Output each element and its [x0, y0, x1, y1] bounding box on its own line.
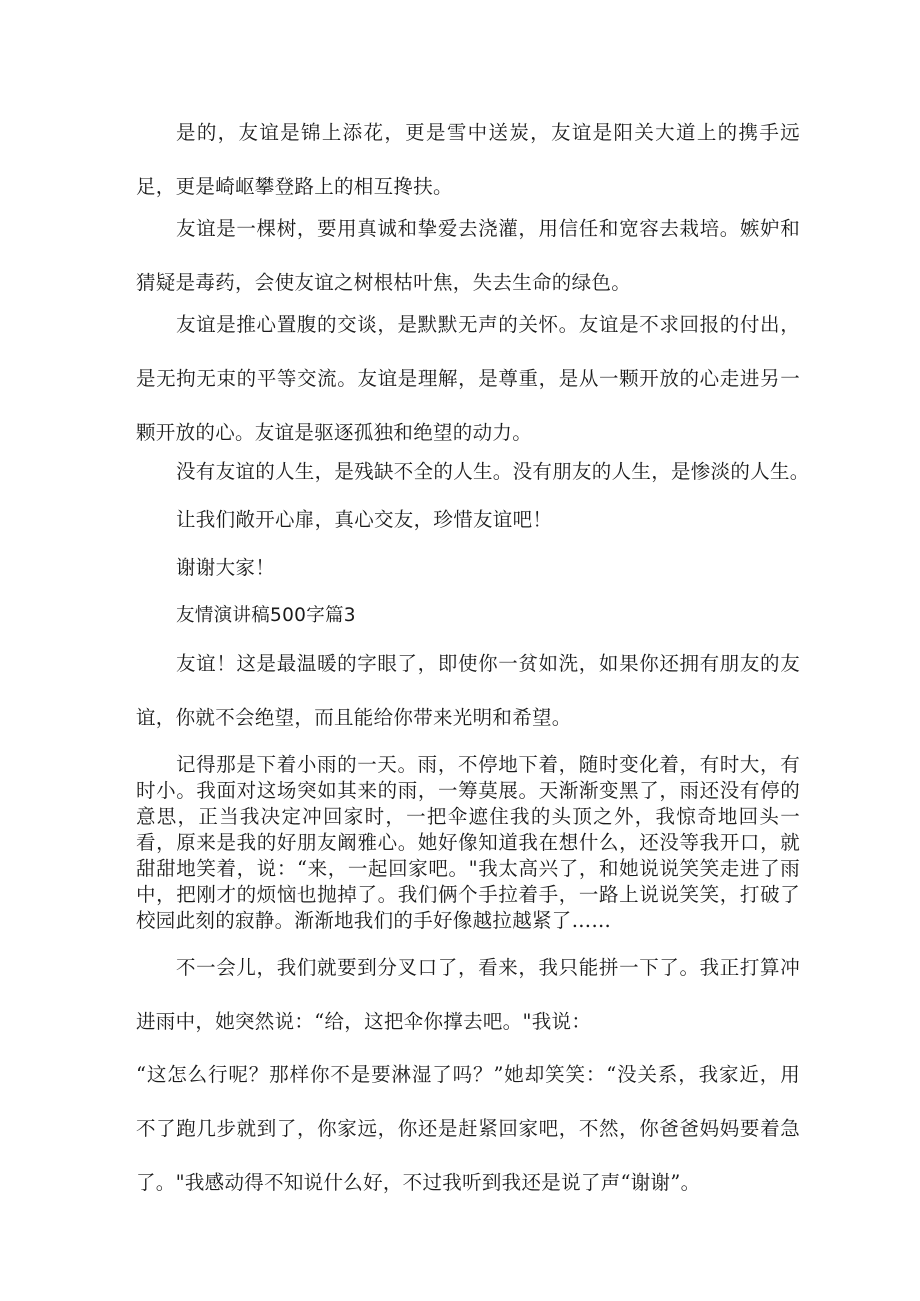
paragraph-friendship-tree: 友谊是一棵树，要用真诚和挚爱去浇灌，用信任和宽容去栽培。嫉妒和猜疑是毒药，会使友谊之树根枯叶焦，失去生命的绿色。 — [136, 217, 800, 294]
paragraph-friendship-heart: 友谊是推心置腹的交谈，是默默无声的关怀。友谊是不求回报的付出，是无拘无束的平等交流。友谊是理解，是尊重，是从一颗开放的心走进另一颗开放的心。友谊是驱逐孤独和绝望的动力。 — [136, 313, 800, 444]
paragraph-rainy-day: 记得那是下着小雨的一天。雨，不停地下着，随时变化着，有时大，有时小。我面对这场突如其来的雨，一筹莫展。天渐渐变黑了，雨还没有停的意思，正当我决定冲回家时，一把伞遮住我的头顶之外，我惊奇地回头一看，原来是我的好朋友阚雅心。她好像知道我在想什么，还没等我开口，就甜甜地笑着，说：“来，一起回家吧。"我太高兴了，和她说说笑笑走进了雨中，把刚才的烦恼也抛掉了。我们俩个手拉着手，一路上说说笑笑，打破了校园此刻的寂静。渐渐地我们的手好像越拉越紧了…… — [136, 753, 800, 932]
section-heading: 友情演讲稿500字篇3 — [176, 605, 356, 626]
paragraph-umbrella-gift: “这怎么行呢？那样你不是要淋湿了吗？”她却笑笑：“没关系，我家近，用不了跑几步就到了，你家远，你还是赶紧回家吧，不然，你爸爸妈妈要着急了。"我感动得不知说什么好，不过我听到我还是说了声“谢谢”。 — [136, 1063, 800, 1194]
paragraph-life-without-friends: 没有友谊的人生，是残缺不全的人生。没有朋友的人生，是惨淡的人生。 — [176, 460, 810, 483]
paragraph-thanks: 谢谢大家！ — [176, 556, 276, 579]
paragraph-friendship-support: 是的，友谊是锦上添花，更是雪中送炭，友谊是阳关大道上的携手远足，更是崎岖攀登路上的相互搀扶。 — [136, 121, 800, 198]
paragraph-fork-road: 不一会儿，我们就要到分叉口了，看来，我只能拼一下了。我正打算冲进雨中，她突然说：“给，这把伞你撑去吧。"我说： — [136, 956, 800, 1033]
paragraph-open-hearts: 让我们敞开心扉，真心交友，珍惜友谊吧！ — [176, 508, 553, 531]
paragraph-warmest-word: 友谊！这是最温暖的字眼了，即使你一贫如洗，如果你还拥有朋友的友谊，你就不会绝望，而且能给你带来光明和希望。 — [136, 652, 800, 729]
